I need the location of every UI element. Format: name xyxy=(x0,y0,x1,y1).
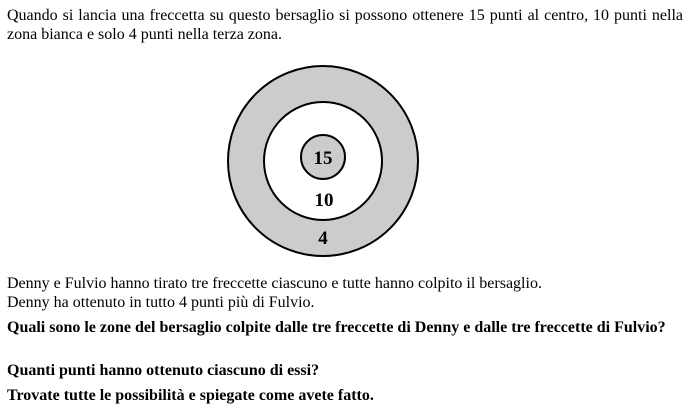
center-points-label: 15 xyxy=(313,148,333,169)
question-zones-hit: Quali sono le zone del bersaglio colpite dalle tre freccette di Denny e dalle tre freccette di Fulvio? xyxy=(7,319,666,336)
statement-darts-thrown: Denny e Fulvio hanno tirato tre freccette ciascuno e tutte hanno colpito il bersaglio. xyxy=(7,275,542,292)
question-points-scored: Quanti punti hanno ottenuto ciascuno di essi? xyxy=(7,362,320,379)
dartboard-target xyxy=(226,64,420,258)
outer-points-label: 4 xyxy=(318,228,328,249)
middle-points-label: 10 xyxy=(314,190,334,211)
question-all-possibilities: Trovate tutte le possibilità e spiegate come avete fatto. xyxy=(7,387,374,404)
statement-score-difference: Denny ha ottenuto in tutto 4 punti più di Fulvio. xyxy=(7,294,315,311)
intro-paragraph: Quando si lancia una freccetta su questo bersaglio si possono ottenere 15 punti al centro, 10 punti nella zona bianca e solo 4 punti nella terza zona. xyxy=(7,7,683,43)
